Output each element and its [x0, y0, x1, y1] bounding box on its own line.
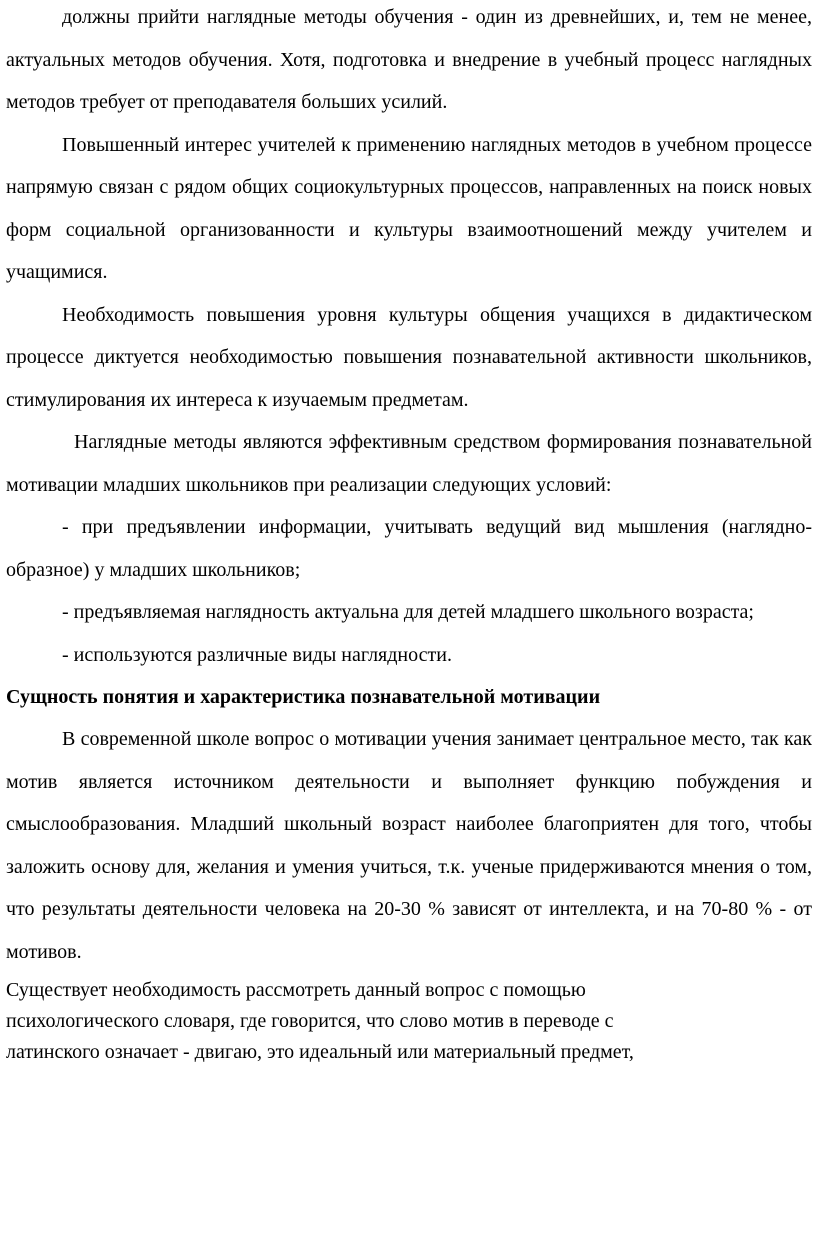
paragraph-communication-culture: Необходимость повышения уровня культуры общения учащихся в дидактическом процессе диктуется необходимостью повышения познавательной активности школьников, стимулирования их интереса к изучаемым предметам. — [6, 303, 812, 411]
paragraph-motivation-school: В современной школе вопрос о мотивации учения занимает центральное место, так как мотив является источником деятельности и выполняет функцию побуждения и смыслообразования. Младший школьный возраст наиболее благоприятен для того, чтобы заложить основу для, желания и умения учиться, т.к. ученые придерживаются мнения о том, что результаты деятельности человека на 20-30 % зависят от интеллекта, и на 70-80 % - от мотивов. — [6, 728, 812, 963]
section-heading: Сущность понятия и характеристика познавательной мотивации — [6, 686, 601, 708]
text-line: латинского означает - двигаю, это идеальный или материальный предмет, — [6, 1041, 634, 1063]
list-item-condition-2: - предъявляемая наглядность актуальна для детей младшего школьного возраста; — [62, 601, 754, 623]
text-line: психологического словаря, где говорится, что слово мотив в переводе с — [6, 1010, 614, 1032]
paragraph-teacher-interest: Повышенный интерес учителей к применению наглядных методов в учебном процессе напрямую связан с рядом общих социокультурных процессов, направленных на поиск новых форм социальной организованности и культуры взаимоотношений между учителем и учащимися. — [6, 133, 812, 283]
text-line: Существует необходимость рассмотреть данный вопрос с помощью — [6, 979, 586, 1001]
list-item-condition-3: - используются различные виды наглядности. — [62, 643, 452, 666]
list-item-condition-1: - при предъявлении информации, учитывать ведущий вид мышления (наглядно-образное) у младших школьников; — [6, 516, 812, 581]
paragraph-dictionary — [0, 975, 816, 1068]
paragraph-visual-methods-intro: должны прийти наглядные методы обучения - один из древнейших, и, тем не менее, актуальных методов обучения. Хотя, подготовка и внедрение в учебный процесс наглядных методов требует от преподавателя больших усилий. — [6, 6, 812, 113]
paragraph-conditions-intro: Наглядные методы являются эффективным средством формирования познавательной мотивации младших школьников при реализации следующих условий: — [6, 431, 812, 496]
